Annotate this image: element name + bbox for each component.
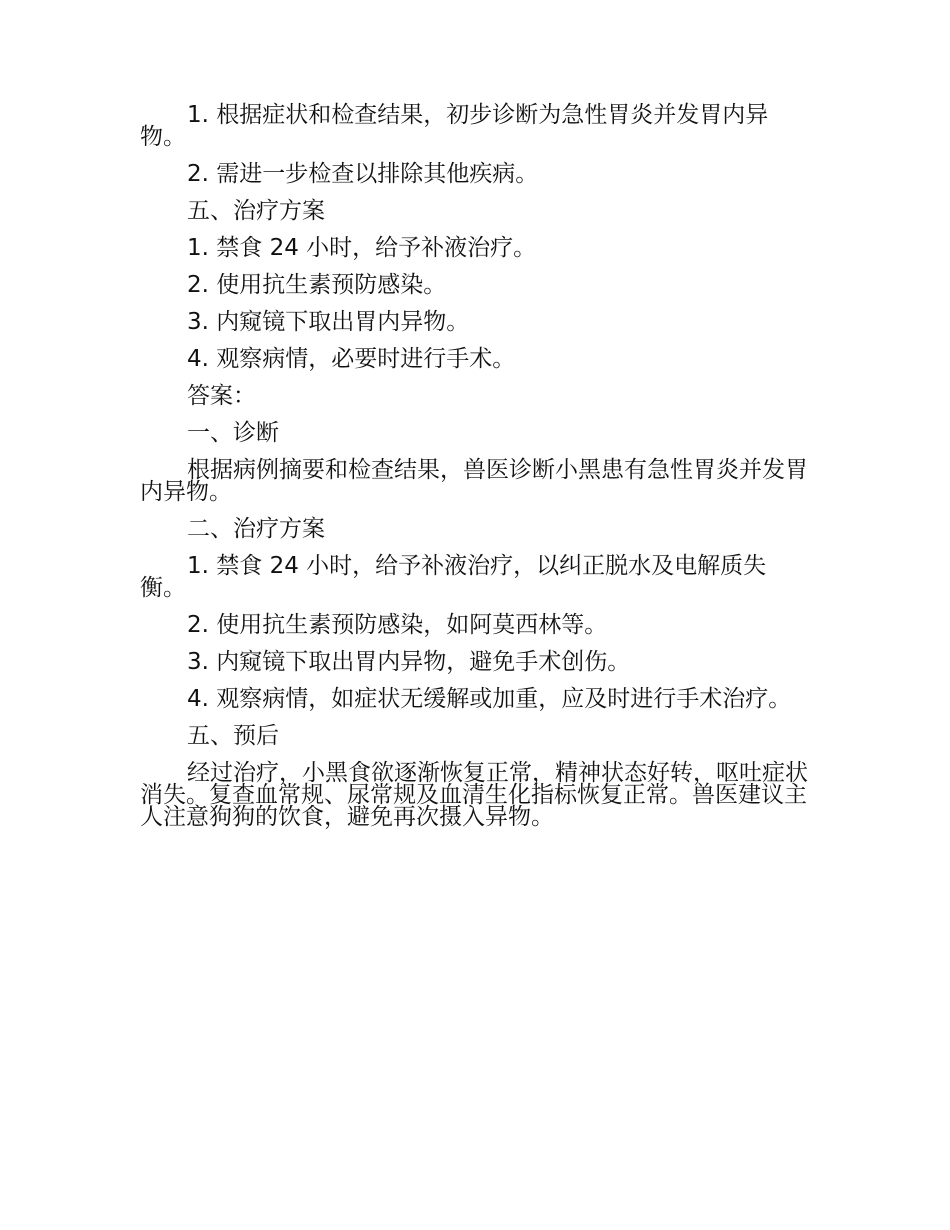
- treatment-item-2: 2. 使用抗生素预防感染。: [187, 272, 447, 298]
- section-heading-answer-treatment: 二、治疗方案: [187, 516, 325, 542]
- diagnosis-item-1: 1. 根据症状和检查结果，初步诊断为急性胃炎并发胃内异物。: [140, 102, 769, 150]
- section-heading-diagnosis: 一、诊断: [187, 420, 279, 446]
- document-body: [140, 104, 812, 843]
- treatment-item-1: 1. 禁食 24 小时，给予补液治疗。: [187, 235, 537, 261]
- answer-treatment-item-1: 1. 禁食 24 小时，给予补液治疗，以纠正脱水及电解质失衡。: [140, 553, 767, 601]
- prognosis-paragraph: 经过治疗，小黑食欲逐渐恢复正常，精神状态好转，呕吐症状消失。复查血常规、尿常规及血清生化指标恢复正常。兽医建议主人注意狗狗的饮食，避免再次摄入异物。: [140, 760, 808, 830]
- diagnosis-answer: 根据病例摘要和检查结果，兽医诊断小黑患有急性胃炎并发胃内异物。: [140, 457, 808, 505]
- answer-treatment-item-3: 3. 内窥镜下取出胃内异物，避免手术创伤。: [187, 649, 631, 675]
- answer-treatment-item-4: 4. 观察病情，如症状无缓解或加重，应及时进行手术治疗。: [187, 686, 792, 712]
- section-heading-treatment-plan: 五、治疗方案: [187, 198, 325, 224]
- answer-treatment-item-2: 2. 使用抗生素预防感染，如阿莫西林等。: [187, 612, 608, 638]
- section-heading-prognosis: 五、预后: [187, 723, 279, 749]
- answer-heading: 答案：: [187, 383, 256, 409]
- diagnosis-item-2: 2. 需进一步检查以排除其他疾病。: [187, 161, 539, 187]
- treatment-item-3: 3. 内窥镜下取出胃内异物。: [187, 309, 470, 335]
- treatment-item-4: 4. 观察病情，必要时进行手术。: [187, 346, 516, 372]
